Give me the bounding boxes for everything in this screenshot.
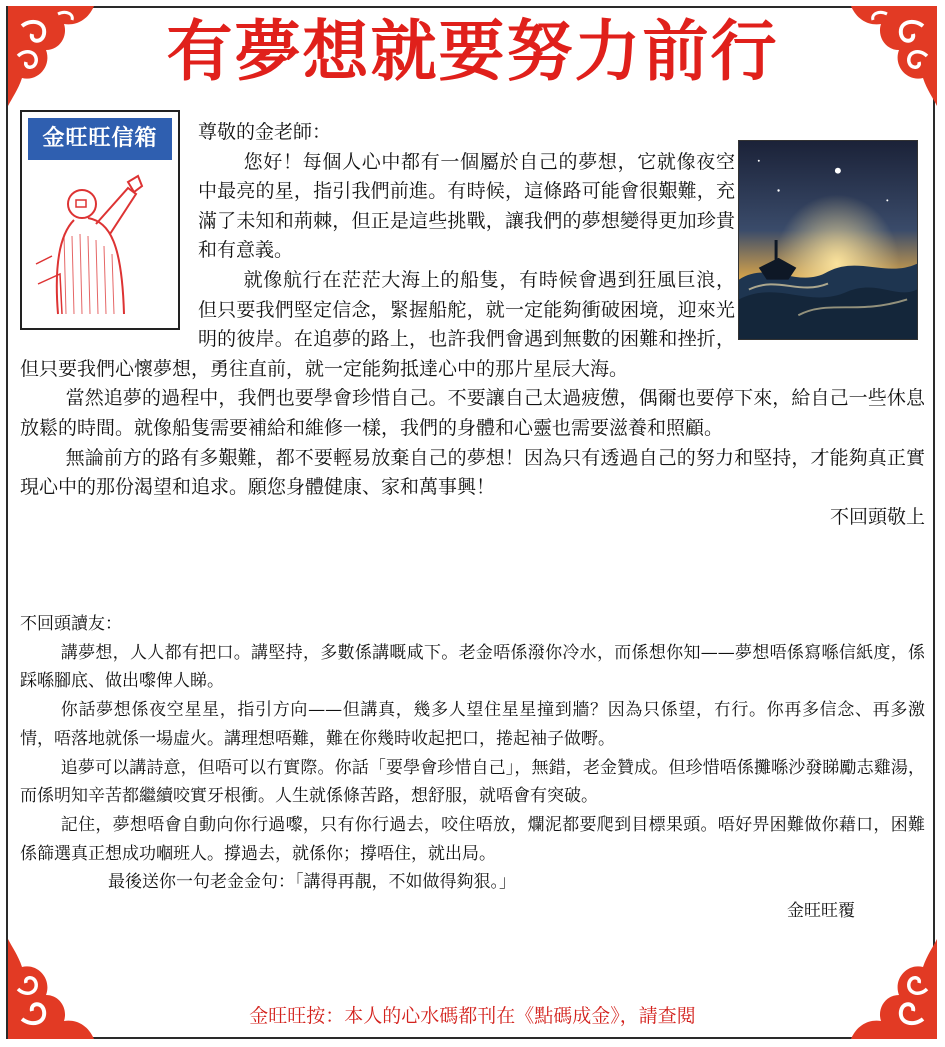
column-name: 金旺旺信箱 xyxy=(28,118,172,160)
letter-paragraph: 無論前方的路有多艱難，都不要輕易放棄自己的夢想！因為只有透過自己的努力和堅持，才能夠真正實現心中的那份渴望和追求。願您身體健康、家和萬事興！ xyxy=(20,446,925,499)
reply-body xyxy=(20,608,925,926)
letter-paragraph: 當然追夢的過程中，我們也要學會珍惜自己。不要讓自己太過疲憊，偶爾也要停下來，給自己一些休息放鬆的時間。就像船隻需要補給和維修一樣，我們的身體和心靈也需要滋養和照顧。 xyxy=(20,387,925,439)
reply-salutation: 不回頭讀友： xyxy=(20,614,122,634)
reply-paragraph: 講夢想，人人都有把口。講堅持，多數係講嘅咸下。老金唔係潑你冷水，而係想你知——夢想唔係寫喺信紙度，係踩喺腳底、做出嚟俾人睇。 xyxy=(20,642,925,692)
letter-salutation: 尊敬的金老師： xyxy=(198,121,332,143)
reply-signoff: 金旺旺覆 xyxy=(787,901,855,922)
footer-note: 金旺旺按：本人的心水碼都刊在《點碼成金》，請查閱 xyxy=(249,1005,696,1027)
closing-quote: 最後送你一句老金金句：「講得再靚，不如做得夠狠。」 xyxy=(108,872,516,893)
letter-signoff: 不回頭敬上 xyxy=(829,505,925,528)
letter-body xyxy=(20,118,925,532)
page-title: 有夢想就要努力前行 xyxy=(166,13,779,90)
reply-paragraph: 記住，夢想唔會自動向你行過嚟，只有你行過去，咬住唔放，爛泥都要爬到目標果頭。唔好畀困難做你藉口，困難係篩選真正想成功嗰班人。撐過去，就係你；撐唔住，就出局。 xyxy=(20,814,925,864)
letter-paragraph: 您好！每個人心中都有一個屬於自己的夢想，它就像夜空中最亮的星，指引我們前進。有時候，這條路可能會很艱難，充滿了未知和荊棘，但正是這些挑戰，讓我們的夢想變得更加珍貴和有意義。 xyxy=(198,150,735,262)
reply-paragraph: 追夢可以講詩意，但唔可以冇實際。你話「要學會珍惜自己」，無錯，老金贊成。但珍惜唔係攤喺沙發睇勵志雞湯，而係明知辛苦都繼續咬實牙根衝。人生就係條苦路，想舒服，就唔會有突破。 xyxy=(20,757,925,807)
reply-paragraph: 你話夢想係夜空星星，指引方向——但講真，幾多人望住星星撞到牆？因為只係望，冇行。你再多信念、再多激情，唔落地就係一場虛火。講理想唔難，難在你幾時收起把口，捲起袖子做嘢。 xyxy=(20,700,925,749)
letter-paragraph: 就像航行在茫茫大海上的船隻，有時候會遇到狂風巨浪，但只要我們堅定信念，緊握船舵，就一定能夠衝破困境，迎來光明的彼岸。在追夢的路上，也許我們會遇到無數的困難和挫折，但只要我們心懷夢想，勇往直前，就一定能夠抵達心中的那片星辰大海。 xyxy=(20,268,735,380)
